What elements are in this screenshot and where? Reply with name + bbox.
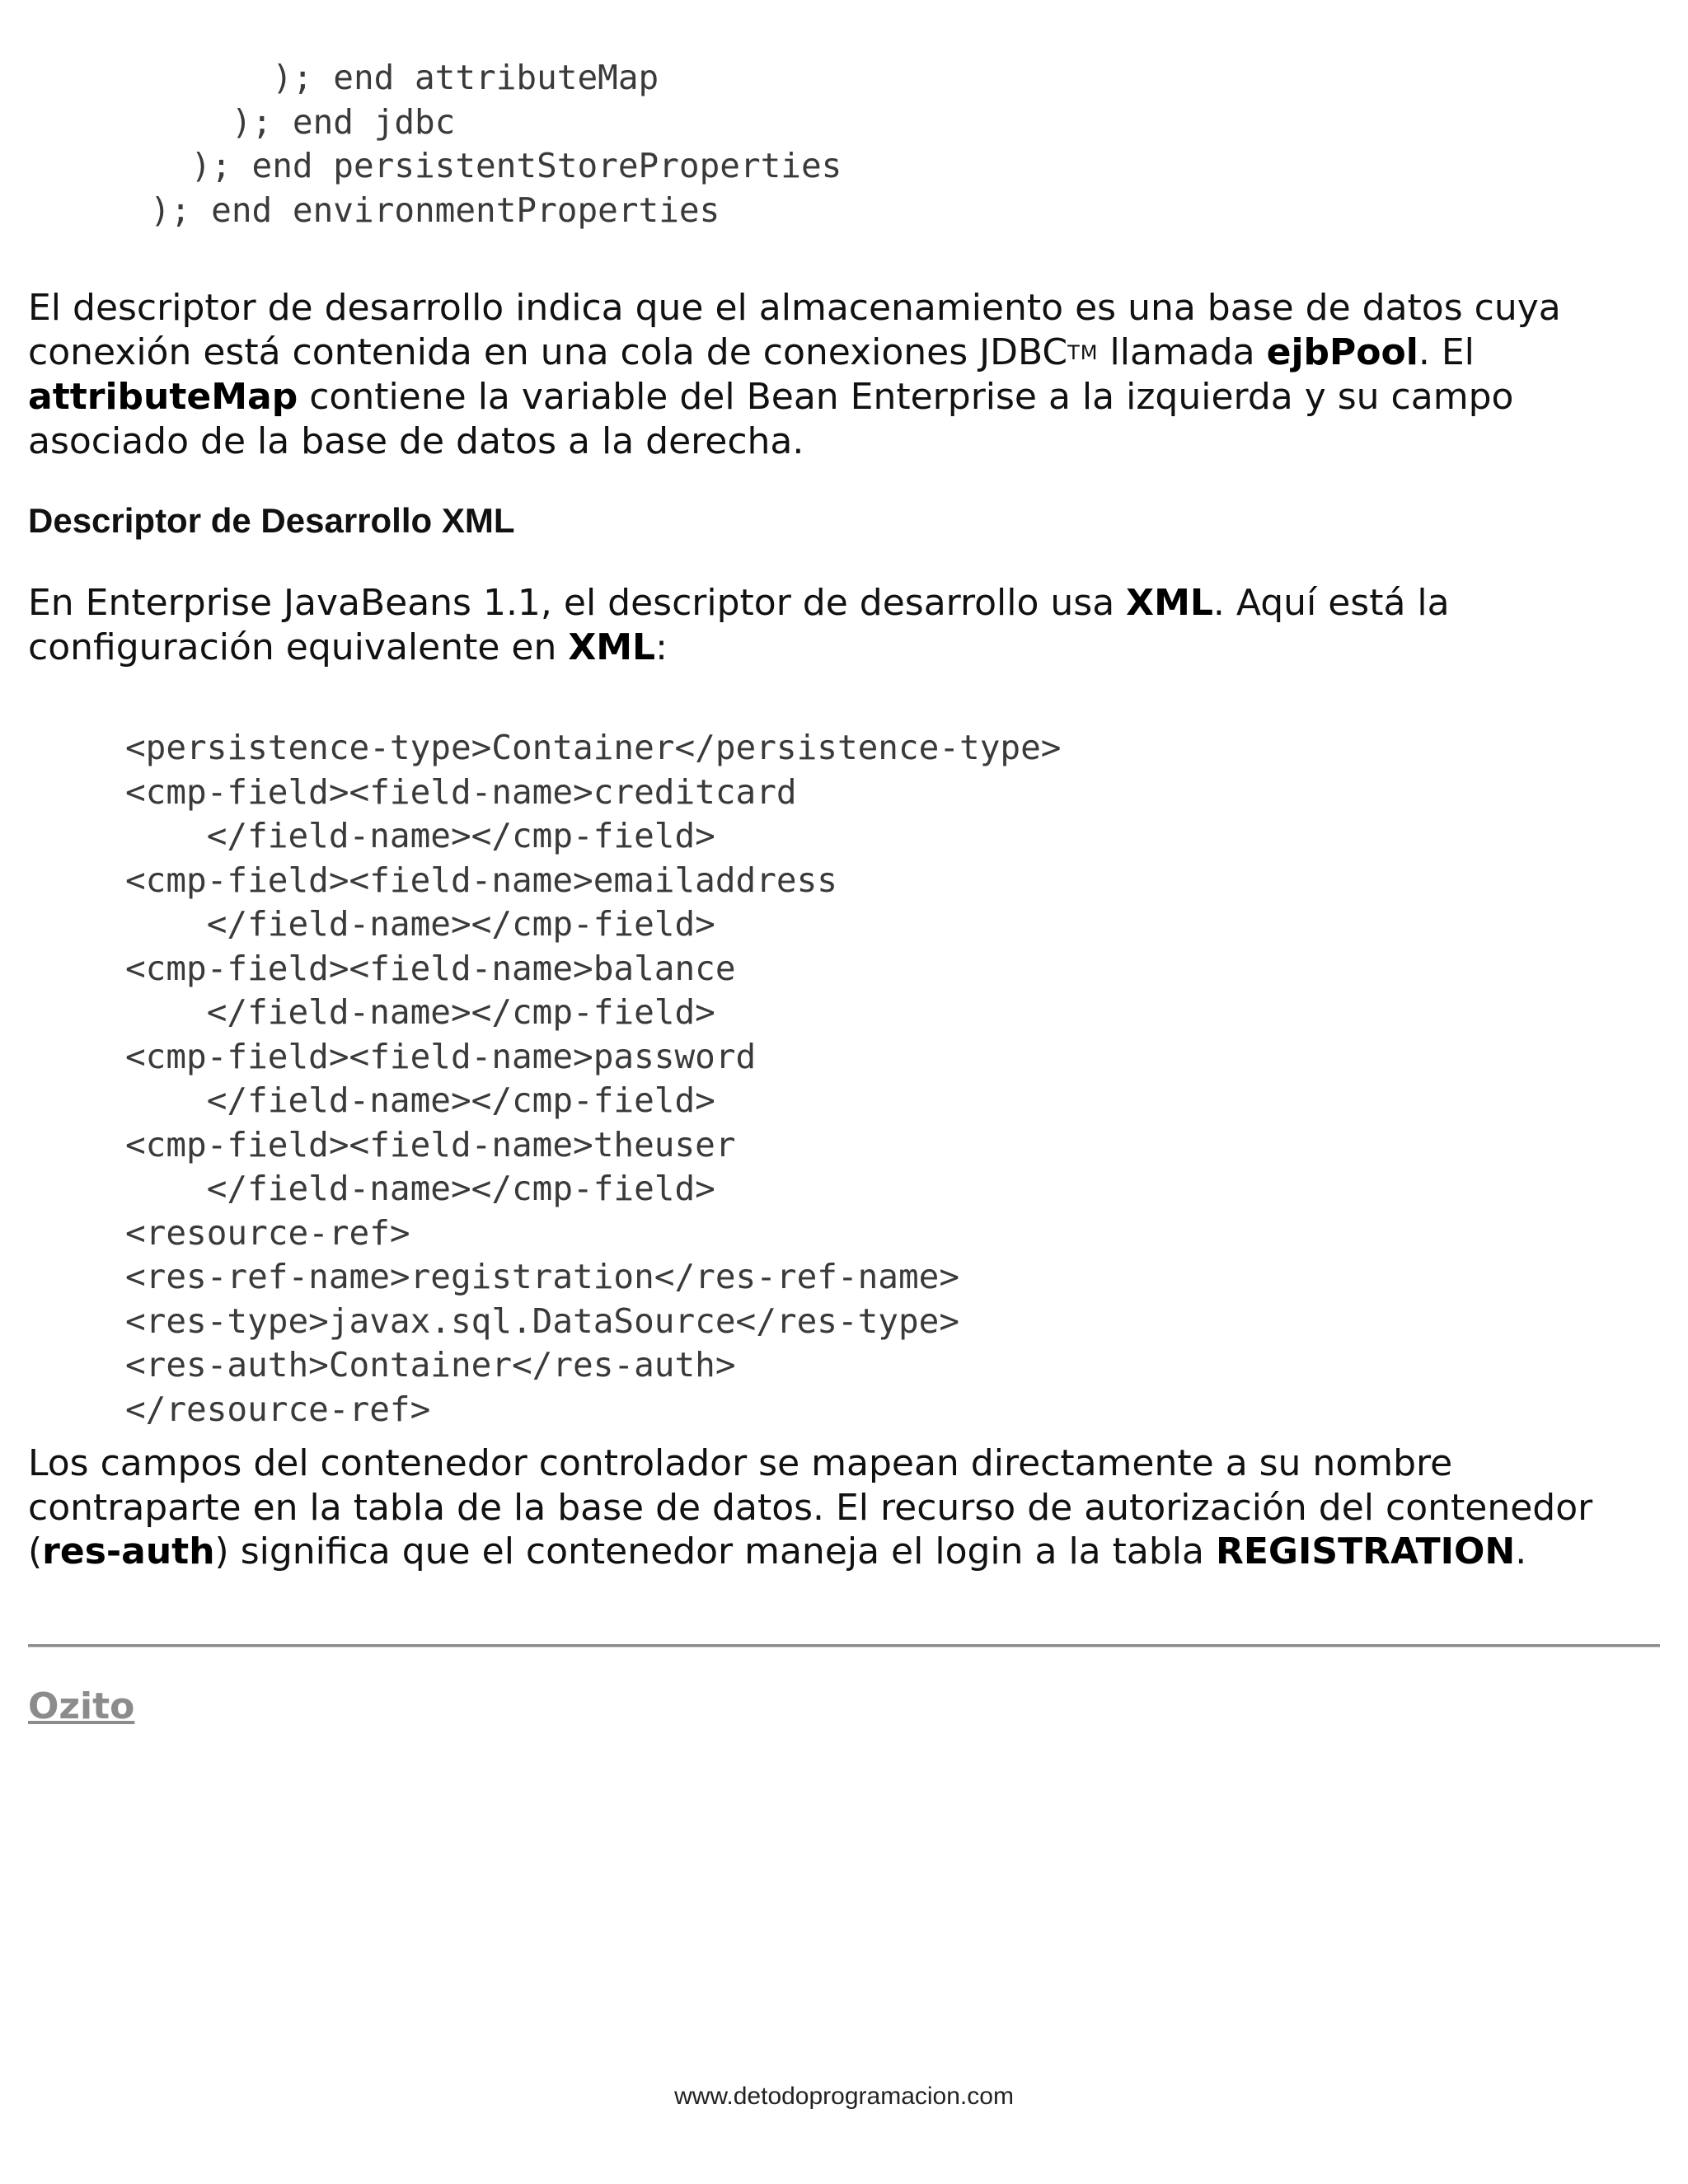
code-line: <cmp-field><field-name>creditcard: [125, 771, 797, 812]
code-line: <res-ref-name>registration</res-ref-name>: [125, 1257, 960, 1296]
term-attributemap: attributeMap: [28, 376, 298, 418]
code-line: <persistence-type>Container</persistence-type>: [125, 728, 1062, 767]
code-line: </field-name></cmp-field>: [125, 904, 715, 944]
code-block-xml-descriptor: [125, 726, 1061, 1432]
code-line: </resource-ref>: [125, 1389, 431, 1429]
paragraph-xml-intro: En Enterprise JavaBeans 1.1, el descriptor de desarrollo usa XML. Aquí está la configuración equivalente en XML:: [28, 582, 1450, 668]
code-line: </field-name></cmp-field>: [125, 1080, 715, 1120]
code-line: </field-name></cmp-field>: [125, 992, 715, 1032]
code-line: </field-name></cmp-field>: [125, 1169, 715, 1208]
section-heading: Descriptor de Desarrollo XML: [28, 501, 515, 540]
code-line: ); end environmentProperties: [28, 190, 720, 230]
trademark-mark: TM: [1067, 340, 1099, 364]
horizontal-divider: [28, 1644, 1660, 1647]
ozito-link[interactable]: Ozito: [28, 1685, 135, 1727]
code-line: <cmp-field><field-name>emailaddress: [125, 860, 837, 900]
paragraph-descriptor-intro: El descriptor de desarrollo indica que el almacenamiento es una base de datos cuya conexión está contenida en una cola de conexiones JDBCTM llamada ejbPool. El attributeMap contiene la variable del Bean Enterprise a la izquierda y su campo asociado de la base de datos a la derecha.: [28, 287, 1561, 462]
paragraph-container-fields: Los campos del contenedor controlador se mapean directamente a su nombre contraparte en la tabla de la base de datos. El recurso de autorización del contenedor (res-auth) significa que el contenedor maneja el login a la tabla REGISTRATION.: [28, 1442, 1593, 1572]
code-line: </field-name></cmp-field>: [125, 816, 715, 855]
code-line: <cmp-field><field-name>password: [125, 1036, 757, 1076]
code-line: ); end attributeMap: [28, 58, 659, 97]
code-line: <cmp-field><field-name>theuser: [125, 1124, 736, 1165]
site-watermark-url: www.detodoprogramacion.com: [674, 2083, 1014, 2110]
code-line: <cmp-field><field-name>balance: [125, 948, 736, 988]
code-line: <res-auth>Container</res-auth>: [125, 1345, 736, 1385]
term-xml: XML: [1126, 582, 1213, 624]
term-xml: XML: [568, 626, 656, 668]
code-line: <resource-ref>: [125, 1212, 410, 1253]
code-line: ); end jdbc: [28, 101, 456, 142]
term-res-auth: res-auth: [42, 1530, 215, 1572]
code-line: <res-type>javax.sql.DataSource</res-type>: [125, 1301, 960, 1341]
code-line: ); end persistentStoreProperties: [28, 146, 842, 185]
term-ejbpool: ejbPool: [1266, 330, 1418, 373]
term-registration: REGISTRATION: [1215, 1530, 1516, 1572]
code-block-end-properties: [28, 56, 842, 232]
